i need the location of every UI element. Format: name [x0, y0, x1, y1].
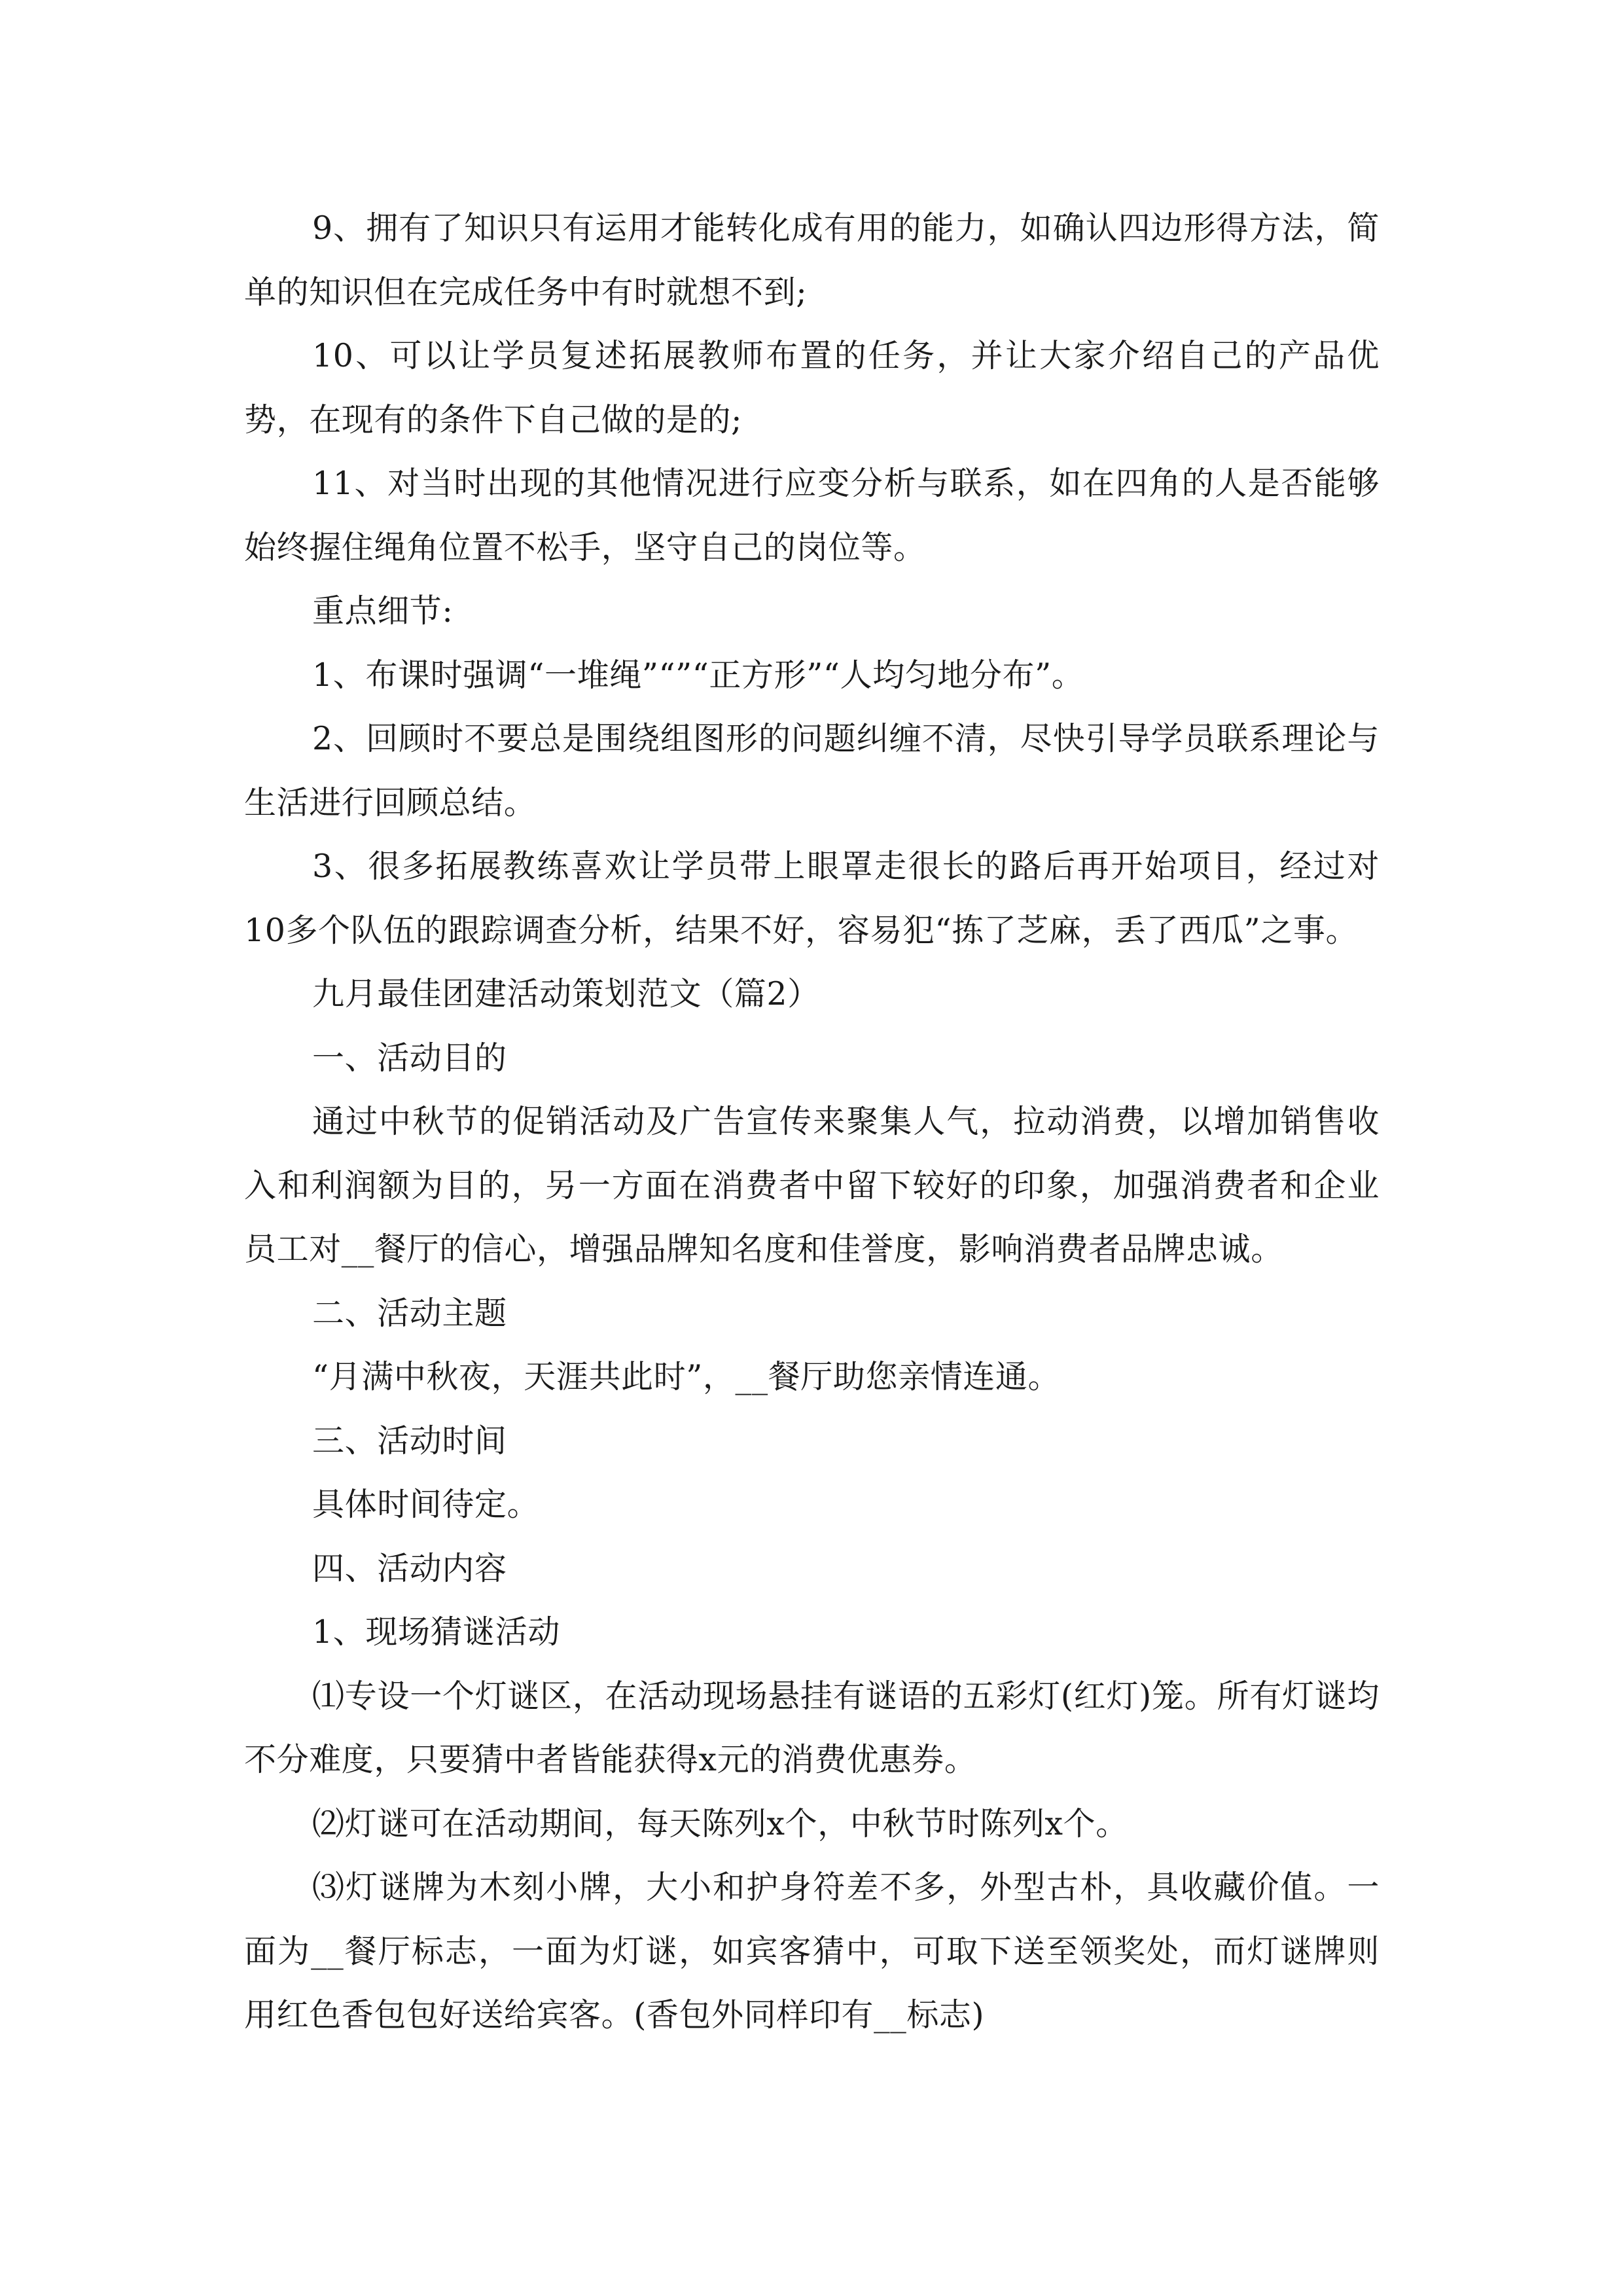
section-heading-purpose: 一、活动目的	[312, 1039, 507, 1077]
section-heading-content: 四、活动内容	[312, 1549, 507, 1587]
paragraph-item-9: 9、拥有了知识只有运用才能转化成有用的能力，如确认四边形得方法，简单的知识但在完成任务中有时就想不到;	[244, 209, 1380, 311]
paragraph-time: 具体时间待定。	[312, 1486, 540, 1523]
paragraph-detail-2: 2、回顾时不要总是围绕组图形的问题纠缠不清，尽快引导学员联系理论与生活进行回顾总结。	[244, 720, 1380, 821]
document-subtitle: 九月最佳团建活动策划范文（篇2）	[312, 975, 820, 1013]
subsection-heading-riddles: 1、现场猜谜活动	[312, 1613, 560, 1651]
paragraph-riddle-3: ⑶灯谜牌为木刻小牌，大小和护身符差不多，外型古朴，具收藏价值。一面为__餐厅标志，一面为灯谜，如宾客猜中，可取下送至领奖处，而灯谜牌则用红色香包包好送给宾客。(香包外同样印有__标志)	[244, 1869, 1380, 2034]
paragraph-theme: “月满中秋夜，天涯共此时”，__餐厅助您亲情连通。	[312, 1358, 1061, 1395]
section-heading-theme: 二、活动主题	[312, 1294, 507, 1332]
paragraph-detail-1: 1、布课时强调“一堆绳”“”“正方形”“人均匀地分布”。	[312, 656, 1084, 694]
paragraph-detail-3: 3、很多拓展教练喜欢让学员带上眼罩走很长的路后再开始项目，经过对10多个队伍的跟踪调查分析，结果不好，容易犯“拣了芝麻，丢了西瓜”之事。	[244, 848, 1380, 949]
paragraph-item-11: 11、对当时出现的其他情况进行应变分析与联系，如在四角的人是否能够始终握住绳角位置不松手，坚守自己的岗位等。	[244, 465, 1380, 566]
section-heading-time: 三、活动时间	[312, 1422, 507, 1460]
paragraph-purpose: 通过中秋节的促销活动及广告宣传来聚集人气，拉动消费，以增加销售收入和利润额为目的，另一方面在消费者中留下较好的印象，加强消费者和企业员工对__餐厅的信心，增强品牌知名度和佳誉度，影响消费者品牌忠诚。	[244, 1103, 1380, 1268]
paragraph-item-10: 10、可以让学员复述拓展教师布置的任务，并让大家介绍自己的产品优势，在现有的条件下自己做的是的;	[244, 337, 1380, 439]
document-body	[244, 196, 1380, 2047]
paragraph-riddle-2: ⑵灯谜可在活动期间，每天陈列x个，中秋节时陈列x个。	[312, 1804, 1128, 1842]
section-heading-key-details: 重点细节:	[312, 592, 454, 630]
paragraph-riddle-1: ⑴专设一个灯谜区，在活动现场悬挂有谜语的五彩灯(红灯)笼。所有灯谜均不分难度，只要猜中者皆能获得x元的消费优惠券。	[244, 1677, 1380, 1778]
